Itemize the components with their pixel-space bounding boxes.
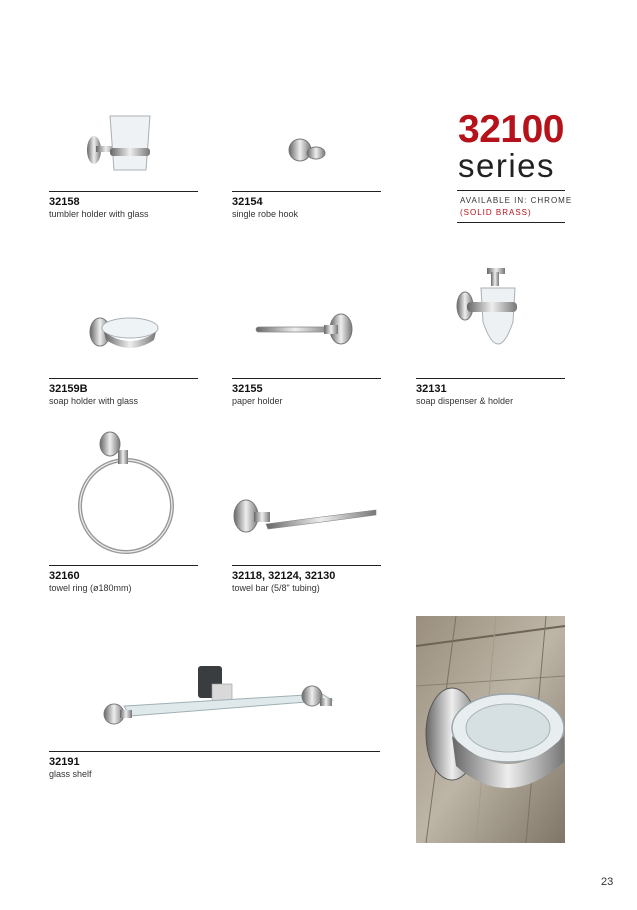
product-rule-1 [49, 191, 198, 192]
header-rule-bottom [457, 222, 565, 223]
series-number: 32100 [458, 108, 564, 151]
tumbler-holder-icon [82, 108, 162, 178]
product-code-2: 32154 [232, 196, 263, 208]
product-code-7: 32118, 32124, 32130 [232, 570, 336, 582]
product-desc-6: towel ring (ø180mm) [49, 583, 132, 593]
product-code-8: 32191 [49, 756, 80, 768]
product-rule-6 [49, 565, 198, 566]
availability-text: AVAILABLE IN: CHROME [460, 196, 573, 205]
product-rule-8 [49, 751, 380, 752]
product-code-4: 32155 [232, 383, 263, 395]
product-desc-8: glass shelf [49, 769, 92, 779]
product-desc-2: single robe hook [232, 209, 299, 219]
product-desc-7: towel bar (5/8" tubing) [232, 583, 320, 593]
product-rule-2 [232, 191, 381, 192]
towel-bar-icon [230, 494, 380, 538]
product-rule-7 [232, 565, 381, 566]
soap-holder-icon [86, 308, 162, 356]
page-number: 23 [601, 876, 614, 888]
product-code-5: 32131 [416, 383, 447, 395]
series-word: series [458, 147, 556, 184]
soap-dispenser-icon [453, 262, 525, 368]
product-desc-1: tumbler holder with glass [49, 209, 149, 219]
product-rule-5 [416, 378, 565, 379]
product-desc-4: paper holder [232, 396, 283, 406]
product-code-6: 32160 [49, 570, 80, 582]
header-rule-top [457, 190, 565, 191]
product-code-1: 32158 [49, 196, 80, 208]
material-text: (SOLID BRASS) [460, 208, 532, 217]
product-desc-3: soap holder with glass [49, 396, 139, 406]
glass-shelf-icon [100, 662, 346, 732]
robe-hook-icon [286, 133, 330, 169]
product-desc-5: soap dispenser & holder [416, 396, 514, 406]
product-code-3: 32159B [49, 383, 88, 395]
towel-ring-icon [74, 428, 178, 560]
product-rule-3 [49, 378, 198, 379]
soap-holder-photo [416, 616, 565, 843]
paper-holder-icon [252, 311, 356, 351]
product-rule-4 [232, 378, 381, 379]
